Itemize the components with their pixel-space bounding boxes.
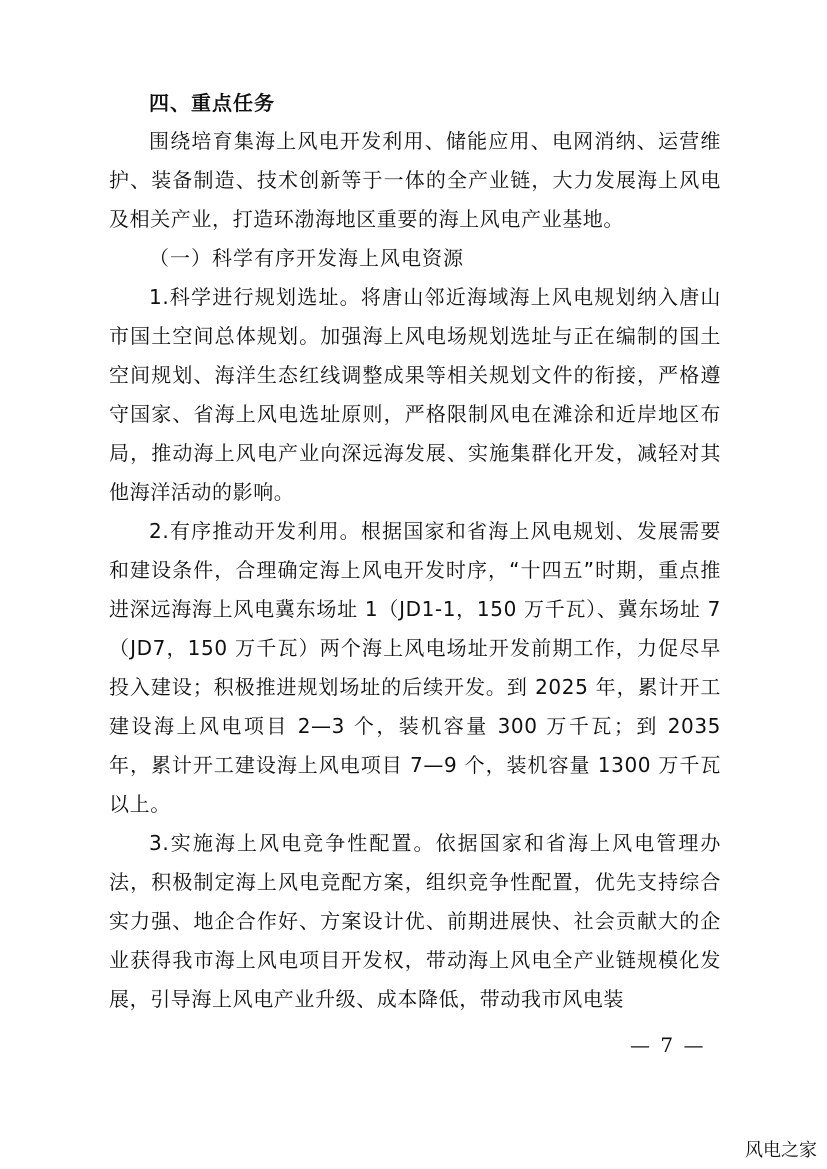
item-lead-3: 3.实施海上风电竞争性配置。 bbox=[149, 831, 436, 855]
intro-paragraph: 围绕培育集海上风电开发利用、储能应用、电网消纳、运营维护、装备制造、技术创新等于一体的全产业链，大力发展海上风电及相关产业，打造环渤海地区重要的海上风电产业基地。 bbox=[109, 129, 721, 231]
item-lead-2: 2.有序推动开发利用。 bbox=[149, 519, 361, 543]
item-paragraph-3 bbox=[109, 824, 721, 1019]
item-paragraph-2 bbox=[109, 512, 721, 824]
subsection-heading: （一）科学有序开发海上风电资源 bbox=[149, 246, 464, 270]
item-lead-1: 1.科学进行规划选址。 bbox=[149, 285, 361, 309]
item-body-3: 依据国家和省海上风电管理办法，积极制定海上风电竞配方案，组织竞争性配置，优先支持综合实力强、地企合作好、方案设计优、前期进展快、社会贡献大的企业获得我市海上风电项目开发权，带动海上风电全产业链规模化发展，引导海上风电产业升级、成本降低，带动我市风电装 bbox=[109, 831, 721, 1011]
document-body bbox=[109, 84, 721, 1019]
item-paragraph-1 bbox=[109, 278, 721, 512]
item-body-1: 将唐山邻近海域海上风电规划纳入唐山市国土空间总体规划。加强海上风电场规划选址与正在编制的国土空间规划、海洋生态红线调整成果等相关规划文件的衔接，严格遵守国家、省海上风电选址原则，严格限制风电在滩涂和近岸地区布局，推动海上风电产业向深远海发展、实施集群化开发，减轻对其他海洋活动的影响。 bbox=[109, 285, 722, 504]
section-heading: 四、重点任务 bbox=[149, 91, 275, 115]
page-number: — 7 — bbox=[630, 1033, 706, 1057]
watermark: 风电之家 bbox=[745, 1140, 817, 1161]
item-body-2: 根据国家和省海上风电规划、发展需要和建设条件，合理确定海上风电开发时序，“十四五”时期，重点推进深远海海上风电冀东场址 1（JD1-1，150 万千瓦）、冀东场址 7（JD7，150 万千瓦）两个海上风电场址开发前期工作，力促尽早投入建设；积极推进规划场址的后续开发。到 2025 年，累计开工建设海上风电项目 2—3 个，装机容量 300 万千瓦；到 2035 年，累计开工建设海上风电项目 7—9 个，装机容量 1300 万千瓦以上。 bbox=[109, 519, 722, 816]
